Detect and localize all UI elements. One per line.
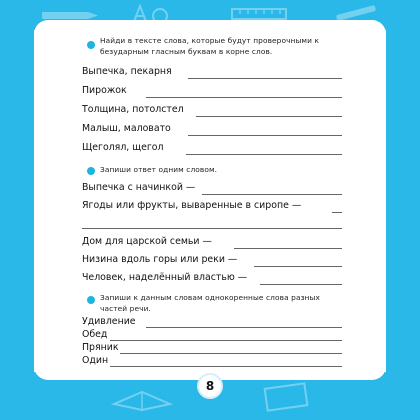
exercise-3-bullet xyxy=(87,296,95,304)
answer-line[interactable] xyxy=(146,327,342,328)
answer-line[interactable] xyxy=(202,194,342,195)
answer-line[interactable] xyxy=(234,248,342,249)
exercise-2-item-4: Низина вдоль горы или реки — xyxy=(82,254,238,265)
answer-line[interactable] xyxy=(260,284,342,285)
notebook-icon xyxy=(260,382,320,412)
answer-line[interactable] xyxy=(82,228,342,229)
exercise-1-item-2: Пирожок xyxy=(82,85,127,96)
exercise-1-item-4: Малыш, маловато xyxy=(82,123,171,134)
book-icon xyxy=(110,386,180,412)
answer-line[interactable] xyxy=(254,266,342,267)
exercise-2-item-5: Человек, наделённый властью — xyxy=(82,272,248,283)
exercise-1-item-5: Щеголял, щегол xyxy=(82,142,164,153)
answer-line[interactable] xyxy=(120,353,342,354)
right-decor-band xyxy=(386,30,420,372)
left-decor-band xyxy=(0,30,34,372)
exercise-3-instruction: Запиши к данным словам однокоренные слова разных частей речи. xyxy=(100,293,320,313)
exercise-2-instruction: Запиши ответ одним словом. xyxy=(100,165,218,174)
exercise-1-item-3: Толщина, потолстел xyxy=(82,104,184,115)
exercise-2-item-3: Дом для царской семьи — xyxy=(82,236,212,247)
answer-line[interactable] xyxy=(188,135,342,136)
exercise-1-instruction: Найди в тексте слова, которые будут проверочными к безударным гласным буквам в корне слов. xyxy=(100,36,320,56)
answer-line[interactable] xyxy=(186,154,342,155)
answer-line[interactable] xyxy=(110,366,342,367)
exercise-1-item-1: Выпечка, пекарня xyxy=(82,66,172,77)
page-number: 8 xyxy=(197,373,223,399)
answer-line[interactable] xyxy=(188,78,342,79)
exercise-3-item-1: Удивление xyxy=(82,316,136,327)
exercise-2-bullet xyxy=(87,167,95,175)
exercise-1-bullet xyxy=(87,41,95,49)
exercise-2-item-2: Ягоды или фрукты, вываренные в сиропе — xyxy=(82,200,302,211)
exercise-2-item-1: Выпечка с начинкой — xyxy=(82,182,196,193)
exercise-3-item-2: Обед xyxy=(82,329,108,340)
answer-line[interactable] xyxy=(196,116,342,117)
answer-line[interactable] xyxy=(332,212,342,213)
exercise-3-item-4: Один xyxy=(82,355,109,366)
exercise-3-item-3: Пряник xyxy=(82,342,119,353)
answer-line[interactable] xyxy=(110,340,342,341)
answer-line[interactable] xyxy=(146,97,342,98)
